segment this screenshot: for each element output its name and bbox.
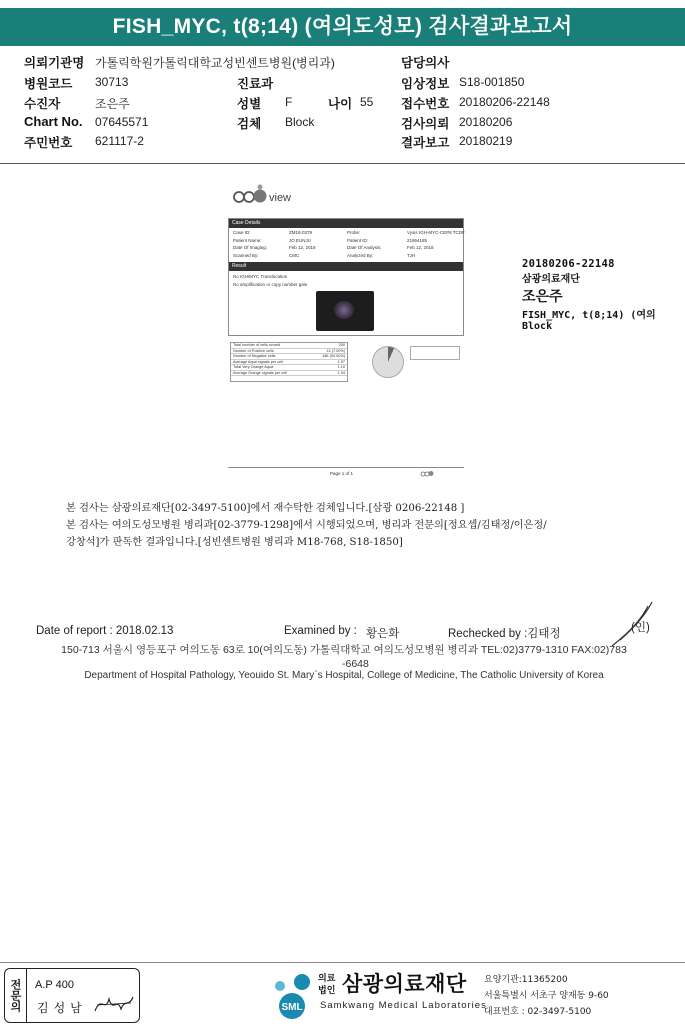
- case-cell: JO EUNJU: [289, 237, 312, 243]
- patient-value: 조은주: [95, 97, 130, 111]
- case-cell: Vysis IGH-MYC-CEP8 TCDF: [407, 230, 465, 235]
- ap-number: A.P 400: [35, 979, 74, 991]
- corp-name: 삼광의료재단: [342, 972, 467, 996]
- sex-value: F: [285, 95, 293, 109]
- corp-phone: 대표번호 : 02-3497-5100: [484, 1007, 592, 1017]
- request-date-value: 20180206: [459, 115, 513, 129]
- sticker-test: FISH_MYC, t(8;14) (여의: [522, 310, 656, 321]
- case-cell: Patient Name:: [233, 237, 262, 243]
- svg-text:SML: SML: [281, 1002, 303, 1013]
- address-line-2: -6648: [342, 658, 369, 670]
- receipt-no-value: 20180206-22148: [459, 95, 550, 109]
- cell-microscopy-image: [316, 291, 374, 331]
- institution-code: 요양기관:11365200: [484, 975, 568, 985]
- specimen-label: 검체: [237, 116, 262, 131]
- stats-value: 14 (7.00%): [326, 348, 345, 353]
- case-cell: Case ID:: [233, 230, 251, 235]
- examined-label: Examined by :: [284, 625, 357, 637]
- note-line: 강창석]가 판독한 결과입니다.[성빈센트병원 병리과 M18-768, S18-1850]: [66, 537, 403, 548]
- report-date-value: 20180219: [459, 134, 513, 148]
- rrn-value: 621117-2: [95, 134, 144, 148]
- patient-label: 수진자: [24, 96, 61, 111]
- stats-value: 186 (93.00%): [322, 354, 345, 358]
- requester-value: 가톨릭학원가톨릭대학교성빈센트병원(병리과): [95, 56, 335, 70]
- stats-row: [231, 371, 347, 377]
- stats-key: Total number of cells scored: [233, 343, 281, 347]
- divider: [0, 163, 685, 164]
- signal-pie-chart: [372, 346, 404, 378]
- date-of-report: Date of report : 2018.02.13: [36, 625, 174, 637]
- sml-logo: [268, 970, 314, 1020]
- corp-address: 서울특별시 서초구 양재동 9-60: [484, 991, 609, 1001]
- dept-label: 진료과: [237, 76, 274, 91]
- note-line: 본 검사는 삼광의료재단[02-3497-5100]에서 재수탁한 검체입니다.[삼광 0206-22148 ]: [66, 503, 465, 514]
- stats-table: [230, 342, 348, 382]
- referral-note: [66, 500, 626, 551]
- analysis-report-image: [228, 218, 464, 336]
- corp-type-line-1: 의료: [318, 974, 336, 984]
- corp-english-name: Samkwang Medical Laboratories: [320, 1000, 487, 1011]
- sex-label: 성별: [237, 96, 262, 111]
- page-number: Page 1 of 1: [330, 471, 354, 476]
- stats-value: 200: [338, 343, 345, 347]
- rechecked-label: Rechecked by :김태정: [448, 628, 561, 640]
- specimen-sticker: [522, 258, 662, 330]
- bioview-small-logo: [420, 468, 450, 478]
- sticker-receipt: 20180206-22148: [522, 258, 615, 270]
- stamp-label: 전문의: [5, 969, 27, 1022]
- stats-value: 1.97: [337, 359, 345, 364]
- requester-label: 의뢰기관명: [24, 55, 85, 70]
- sticker-name: 조은주: [522, 289, 563, 305]
- stats-key: Number of Positive cells: [233, 348, 274, 353]
- case-cell: Date Of Imaging:: [233, 245, 268, 250]
- sticker-specimen: Block: [522, 321, 553, 332]
- pathologist-name: 김성남: [37, 1001, 87, 1015]
- report-title: FISH_MYC, t(8;14) (여의도성모) 검사결과보고서: [0, 8, 685, 46]
- report-date-label: 결과보고: [401, 135, 450, 150]
- stats-value: 1.94: [337, 370, 345, 375]
- seal-text: (인): [631, 622, 650, 634]
- rrn-label: 주민번호: [24, 135, 73, 150]
- specimen-value: Block: [285, 115, 315, 129]
- chart-value: 07645571: [95, 115, 149, 129]
- bioview-logo: [233, 183, 303, 209]
- sticker-org: 삼광의료재단: [522, 274, 580, 285]
- case-details-table: [229, 228, 463, 262]
- signature-row: [36, 622, 666, 643]
- doctor-label: 담당의사: [401, 55, 450, 70]
- bioview-logo-text: view: [269, 192, 292, 204]
- note-line: 본 검사는 여의도성모병원 병리과[02-3779-1298]에서 시행되었으며, 병리과 전문의[정요셉/김태정/이은정/: [66, 520, 547, 531]
- corp-info: [484, 972, 609, 1020]
- clinical-info-label: 임상정보: [401, 76, 450, 91]
- pathologist-signature: [91, 991, 135, 1017]
- result-line-2: No amplification or copy number gain: [233, 282, 308, 287]
- result-header: Result: [229, 262, 463, 271]
- hospital-address: [38, 643, 650, 671]
- address-line-1: 150-713 서울시 영등포구 여의도동 63로 10(여의도동) 가톨릭대학교 여의도성모병원 병리과 TEL:02)3779-1310 FAX:02)783: [61, 644, 627, 656]
- stats-key: Total Very Orange Aqua: [233, 365, 274, 369]
- stats-key: Number of Negative cells: [233, 354, 276, 358]
- case-cell: 21864185: [407, 237, 428, 243]
- clinical-info-value: S18-001850: [459, 75, 525, 89]
- case-cell: Date Of Analysis:: [347, 245, 382, 250]
- request-date-label: 검사의뢰: [401, 116, 450, 131]
- corp-type-line-2: 법인: [318, 986, 336, 996]
- case-cell: Feb 12, 2018: [289, 245, 316, 250]
- chart-label: Chart No.: [24, 114, 83, 129]
- age-value: 55: [360, 95, 374, 109]
- stats-value: 1.10: [337, 365, 345, 369]
- case-cell: Scanned By:: [233, 252, 259, 258]
- stats-key: Average Orange signals per cell: [233, 370, 287, 375]
- case-cell: Probe:: [347, 230, 361, 235]
- result-line-1: No IGH/MYC Translocation: [233, 274, 288, 279]
- stats-key: Average Aqua signals per cell: [233, 359, 283, 364]
- corp-type: [318, 973, 335, 997]
- examined-value: 황은화: [366, 628, 400, 640]
- case-cell: CMC: [289, 252, 300, 258]
- signal-legend: [410, 346, 460, 360]
- bottom-divider: [0, 962, 685, 963]
- age-label: 나이: [328, 96, 353, 111]
- case-cell: ZM18-0379: [289, 230, 313, 235]
- case-details-header: Case Details: [229, 219, 463, 228]
- receipt-no-label: 접수번호: [401, 96, 450, 111]
- case-cell: TJH: [407, 252, 416, 258]
- hospital-code-label: 병원코드: [24, 76, 73, 91]
- patient-info: [0, 50, 685, 160]
- case-cell: Patient ID:: [347, 237, 369, 243]
- hospital-code-value: 30713: [95, 75, 129, 89]
- case-cell: Feb 12, 2018: [407, 245, 434, 250]
- pathologist-stamp: [4, 968, 140, 1023]
- case-cell: Analyzed By:: [347, 252, 374, 258]
- department-line: Department of Hospital Pathology, Yeouido St. Mary`s Hospital, College of Medicine, The Catholic University of Korea: [84, 670, 604, 681]
